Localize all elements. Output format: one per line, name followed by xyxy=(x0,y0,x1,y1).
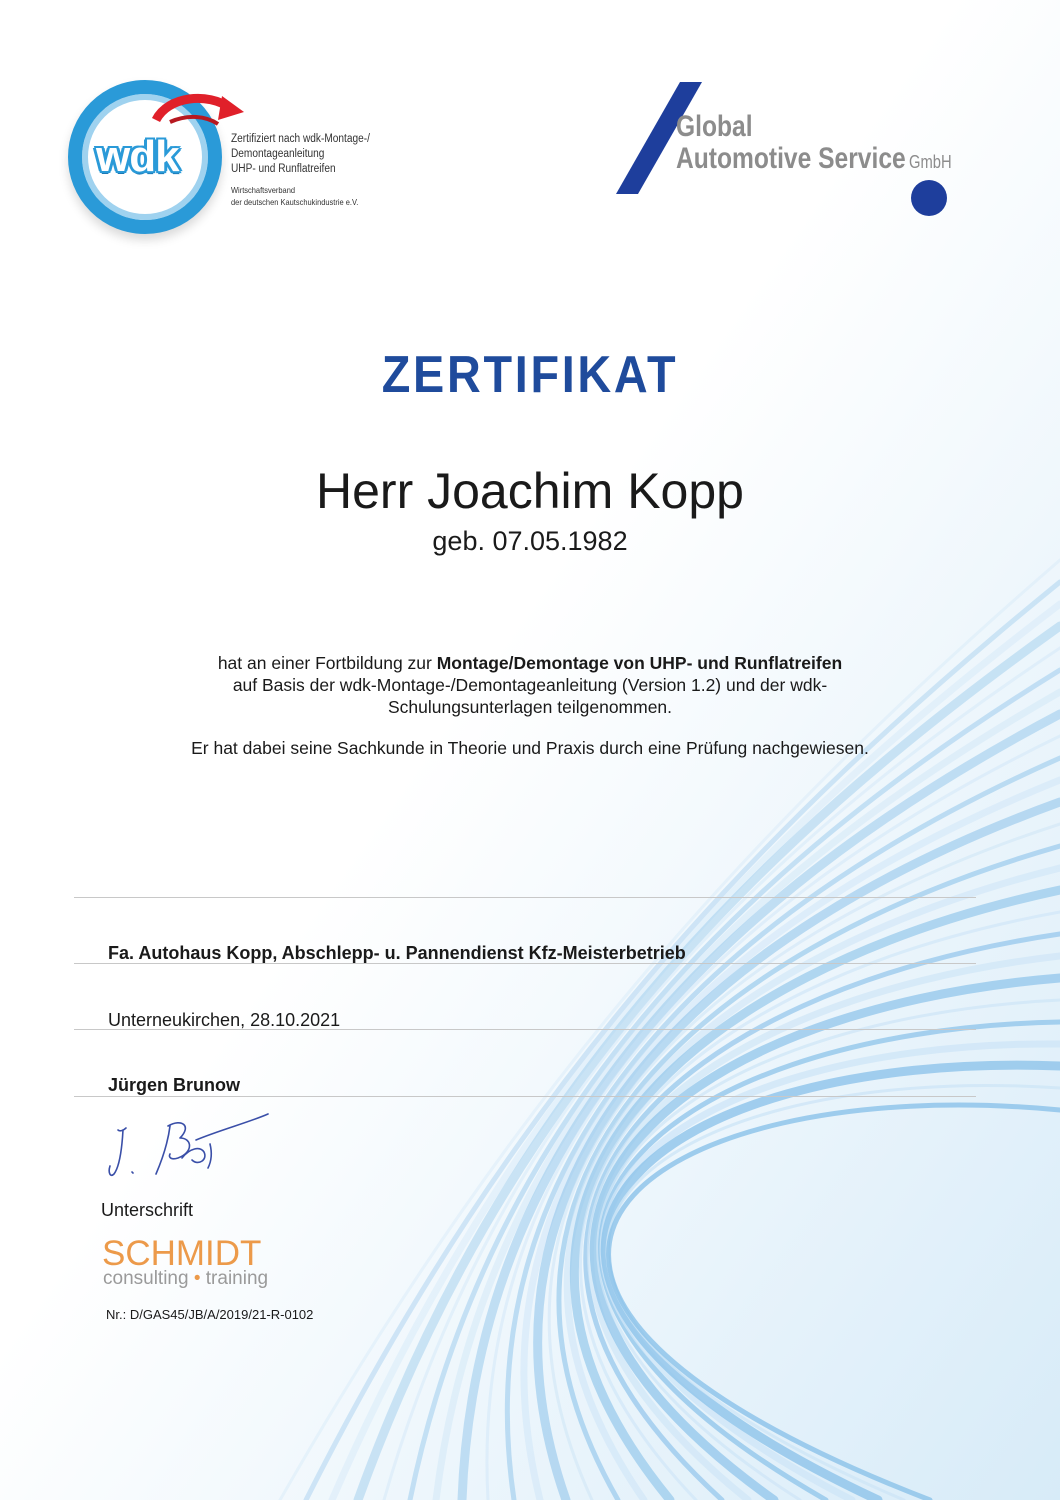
wdk-cert-line-2: Demontageanleitung xyxy=(231,148,325,160)
gas-logo-line-1: Global xyxy=(676,110,753,143)
wdk-cert-line-3: UHP- und Runflatreifen xyxy=(231,163,336,175)
body-line-3: Schulungsunterlagen teilgenommen. xyxy=(387,697,673,717)
wdk-assoc-line-1: Wirtschaftsverband xyxy=(231,185,296,195)
wdk-cert-line-1: Zertifiziert nach wdk-Montage-/ xyxy=(231,133,370,145)
body-intro: hat an einer Fortbildung zur xyxy=(217,653,437,673)
certificate-number: Nr.: D/GAS45/JB/A/2019/21-R-0102 xyxy=(106,1307,314,1322)
wdk-association-text xyxy=(231,184,358,208)
gas-logo xyxy=(612,80,992,220)
tagline-training: training xyxy=(205,1268,269,1289)
wdk-certification-text xyxy=(231,132,370,177)
gas-logo-line-2 xyxy=(676,142,952,176)
body-line-1 xyxy=(0,652,1060,674)
gas-logo-service: Automotive Service xyxy=(676,142,906,175)
wdk-arrow-icon xyxy=(148,86,248,132)
certificate-exam-statement: Er hat dabei seine Sachkunde in Theorie und Praxis durch eine Prüfung nachgewiesen. xyxy=(191,738,869,758)
body-line-2: auf Basis der wdk-Montage-/Demontageanleitung (Version 1.2) und der wdk- xyxy=(232,675,828,695)
signature-image xyxy=(100,1108,275,1183)
tagline-consulting: consulting xyxy=(103,1268,189,1289)
schmidt-logo-word: SCHMIDT xyxy=(102,1234,262,1273)
divider xyxy=(74,1096,976,1097)
wdk-logo-mark: wdk xyxy=(96,132,179,181)
signature-label: Unterschrift xyxy=(101,1200,194,1220)
wdk-assoc-line-2: der deutschen Kautschukindustrie e.V. xyxy=(231,197,359,207)
schmidt-logo xyxy=(102,1236,302,1296)
holder-birth-date: geb. 07.05.1982 xyxy=(432,526,628,556)
gas-dot-icon xyxy=(911,180,947,216)
place-and-date: Unterneukirchen, 28.10.2021 xyxy=(108,1010,341,1030)
tagline-dot: • xyxy=(193,1268,201,1289)
certificate-title: ZERTIFIKAT xyxy=(381,346,679,404)
company-name: Fa. Autohaus Kopp, Abschlepp- u. Pannendienst Kfz-Meisterbetrieb xyxy=(108,943,686,963)
course-title: Montage/Demontage von UHP- und Runflatreifen xyxy=(436,653,843,673)
trainer-name: Jürgen Brunow xyxy=(108,1075,241,1095)
wdk-logo xyxy=(68,78,398,248)
certificate-holder: Herr Joachim Kopp xyxy=(316,463,744,519)
schmidt-logo-tagline xyxy=(103,1268,268,1290)
gas-logo-suffix: GmbH xyxy=(908,152,952,172)
certificate-body xyxy=(0,652,1060,718)
divider xyxy=(74,897,976,898)
